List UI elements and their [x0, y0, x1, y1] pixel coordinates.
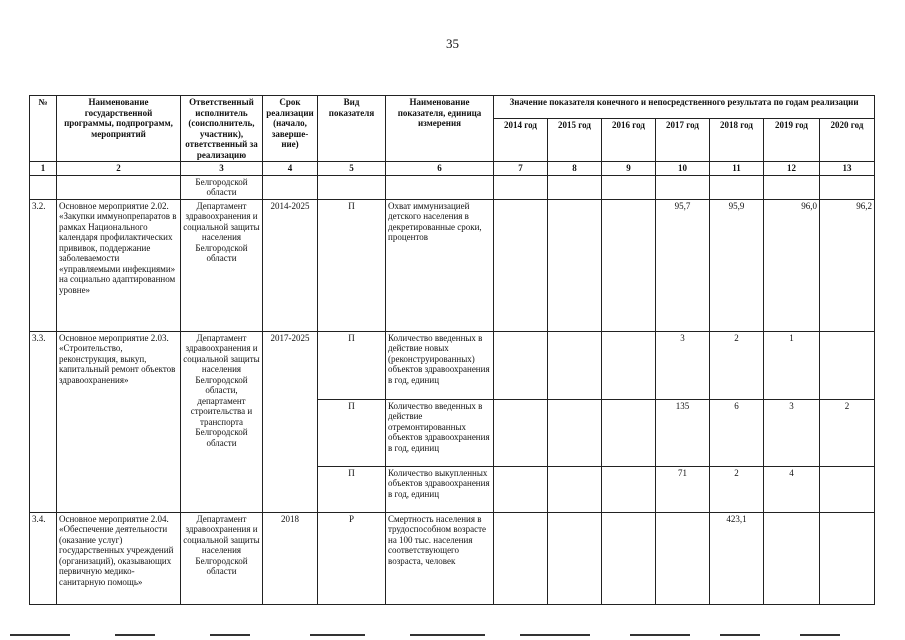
header-year-2015: 2015 год [548, 119, 602, 162]
responsible: Департамент здравоохранения и социальной защиты населения Белгородской области [181, 512, 263, 604]
indicator-type: П [318, 331, 386, 399]
value-2016 [602, 399, 656, 466]
value-2020 [820, 466, 875, 512]
header-indicator: Наименование показателя, единица измерения [386, 96, 494, 162]
column-number: 8 [548, 162, 602, 176]
table-row-3-4 [30, 512, 875, 604]
value-2018: 423,1 [710, 512, 764, 604]
header-type: Вид показателя [318, 96, 386, 162]
column-number: 5 [318, 162, 386, 176]
column-number: 2 [57, 162, 181, 176]
indicators-table [29, 95, 875, 605]
term: 2017-2025 [263, 331, 318, 512]
term: 2018 [263, 512, 318, 604]
indicator-name: Количество выкупленных объектов здравоохранения в год, единиц [386, 466, 494, 512]
indicator-name: Количество введенных в действие новых (реконструированных) объектов здравоохранения в год, единиц [386, 331, 494, 399]
indicator-name: Смертность населения в трудоспособном возрасте на 100 тыс. населения соответствующего возраста, человек [386, 512, 494, 604]
value-2016 [602, 199, 656, 331]
value-2018: 2 [710, 466, 764, 512]
value-2020: 2 [820, 399, 875, 466]
value-2017: 71 [656, 466, 710, 512]
event-name: Основное мероприятие 2.04. «Обеспечение деятельности (оказание услуг) государственных учреждений (организаций), оказывающих первичную медико-санитарную помощь» [57, 512, 181, 604]
scan-edge-line [800, 634, 840, 636]
header-year-2018: 2018 год [710, 119, 764, 162]
value-2014 [494, 512, 548, 604]
column-number: 10 [656, 162, 710, 176]
row-number: 3.3. [30, 331, 57, 512]
value-2019: 3 [764, 399, 820, 466]
page-number: 35 [446, 36, 459, 51]
value-2018: 95,9 [710, 199, 764, 331]
value-2019: 4 [764, 466, 820, 512]
column-number: 11 [710, 162, 764, 176]
table-row-3-3 [30, 331, 875, 399]
continuation-row [30, 175, 875, 199]
column-number: 13 [820, 162, 875, 176]
column-numbers-row [30, 162, 875, 176]
scan-edge-line [520, 634, 590, 636]
scan-edge-line [210, 634, 250, 636]
header-year-2014: 2014 год [494, 119, 548, 162]
header-year-2019: 2019 год [764, 119, 820, 162]
header-year-2016: 2016 год [602, 119, 656, 162]
header-year-2017: 2017 год [656, 119, 710, 162]
value-2018: 6 [710, 399, 764, 466]
indicator-name: Количество введенных в действие отремонтированных объектов здравоохранения в год, единиц [386, 399, 494, 466]
indicator-type: П [318, 466, 386, 512]
scan-edge-line [115, 634, 155, 636]
value-2015 [548, 466, 602, 512]
scan-edge-line [630, 634, 690, 636]
value-2017: 95,7 [656, 199, 710, 331]
value-2019 [764, 512, 820, 604]
header-row-1 [30, 96, 875, 119]
row-number: 3.2. [30, 199, 57, 331]
value-2014 [494, 331, 548, 399]
value-2015 [548, 199, 602, 331]
value-2018: 2 [710, 331, 764, 399]
header-num: № [30, 96, 57, 162]
value-2016 [602, 466, 656, 512]
value-2019: 96,0 [764, 199, 820, 331]
indicator-type: Р [318, 512, 386, 604]
header-year-2020: 2020 год [820, 119, 875, 162]
value-2017 [656, 512, 710, 604]
value-2015 [548, 512, 602, 604]
value-2020 [820, 331, 875, 399]
scan-edge-line [720, 634, 760, 636]
value-2014 [494, 399, 548, 466]
continuation-responsible: Белгородской области [181, 175, 263, 199]
header-name: Наименование государственной программы, подпрограмм, мероприятий [57, 96, 181, 162]
table-row-3-2 [30, 199, 875, 331]
header-term: Срок реализации (начало, заверше-ние) [263, 96, 318, 162]
scan-edge-line [10, 634, 70, 636]
value-2015 [548, 399, 602, 466]
column-number: 1 [30, 162, 57, 176]
value-2014 [494, 466, 548, 512]
header-responsible: Ответственный исполнитель (соисполнитель, участник), ответственный за реализацию [181, 96, 263, 162]
event-name: Основное мероприятие 2.03. «Строительство, реконструкция, выкуп, капитальный ремонт объектов здравоохранения» [57, 331, 181, 512]
scan-edge-line [410, 634, 485, 636]
column-number: 7 [494, 162, 548, 176]
column-number: 3 [181, 162, 263, 176]
column-number: 9 [602, 162, 656, 176]
responsible: Департамент здравоохранения и социальной защиты населения Белгородской области, департамент строительства и транспорта Белгородской области [181, 331, 263, 512]
value-2016 [602, 331, 656, 399]
indicator-name: Охват иммунизацией детского населения в декретированные сроки, процентов [386, 199, 494, 331]
value-2014 [494, 199, 548, 331]
indicator-type: П [318, 199, 386, 331]
value-2020 [820, 512, 875, 604]
column-number: 4 [263, 162, 318, 176]
event-name: Основное мероприятие 2.02. «Закупки иммунопрепаратов в рамках Национального календаря профилактических прививок, поддержание заболеваемости «управляемыми инфекциями» на социально адаптированном уровне» [57, 199, 181, 331]
value-2017: 135 [656, 399, 710, 466]
term: 2014-2025 [263, 199, 318, 331]
column-number: 6 [386, 162, 494, 176]
header-values-group: Значение показателя конечного и непосредственного результата по годам реализации [494, 96, 875, 119]
scan-edge-line [310, 634, 365, 636]
responsible: Департамент здравоохранения и социальной защиты населения Белгородской области [181, 199, 263, 331]
value-2015 [548, 331, 602, 399]
value-2020: 96,2 [820, 199, 875, 331]
row-number: 3.4. [30, 512, 57, 604]
value-2017: 3 [656, 331, 710, 399]
value-2019: 1 [764, 331, 820, 399]
indicator-type: П [318, 399, 386, 466]
value-2016 [602, 512, 656, 604]
column-number: 12 [764, 162, 820, 176]
